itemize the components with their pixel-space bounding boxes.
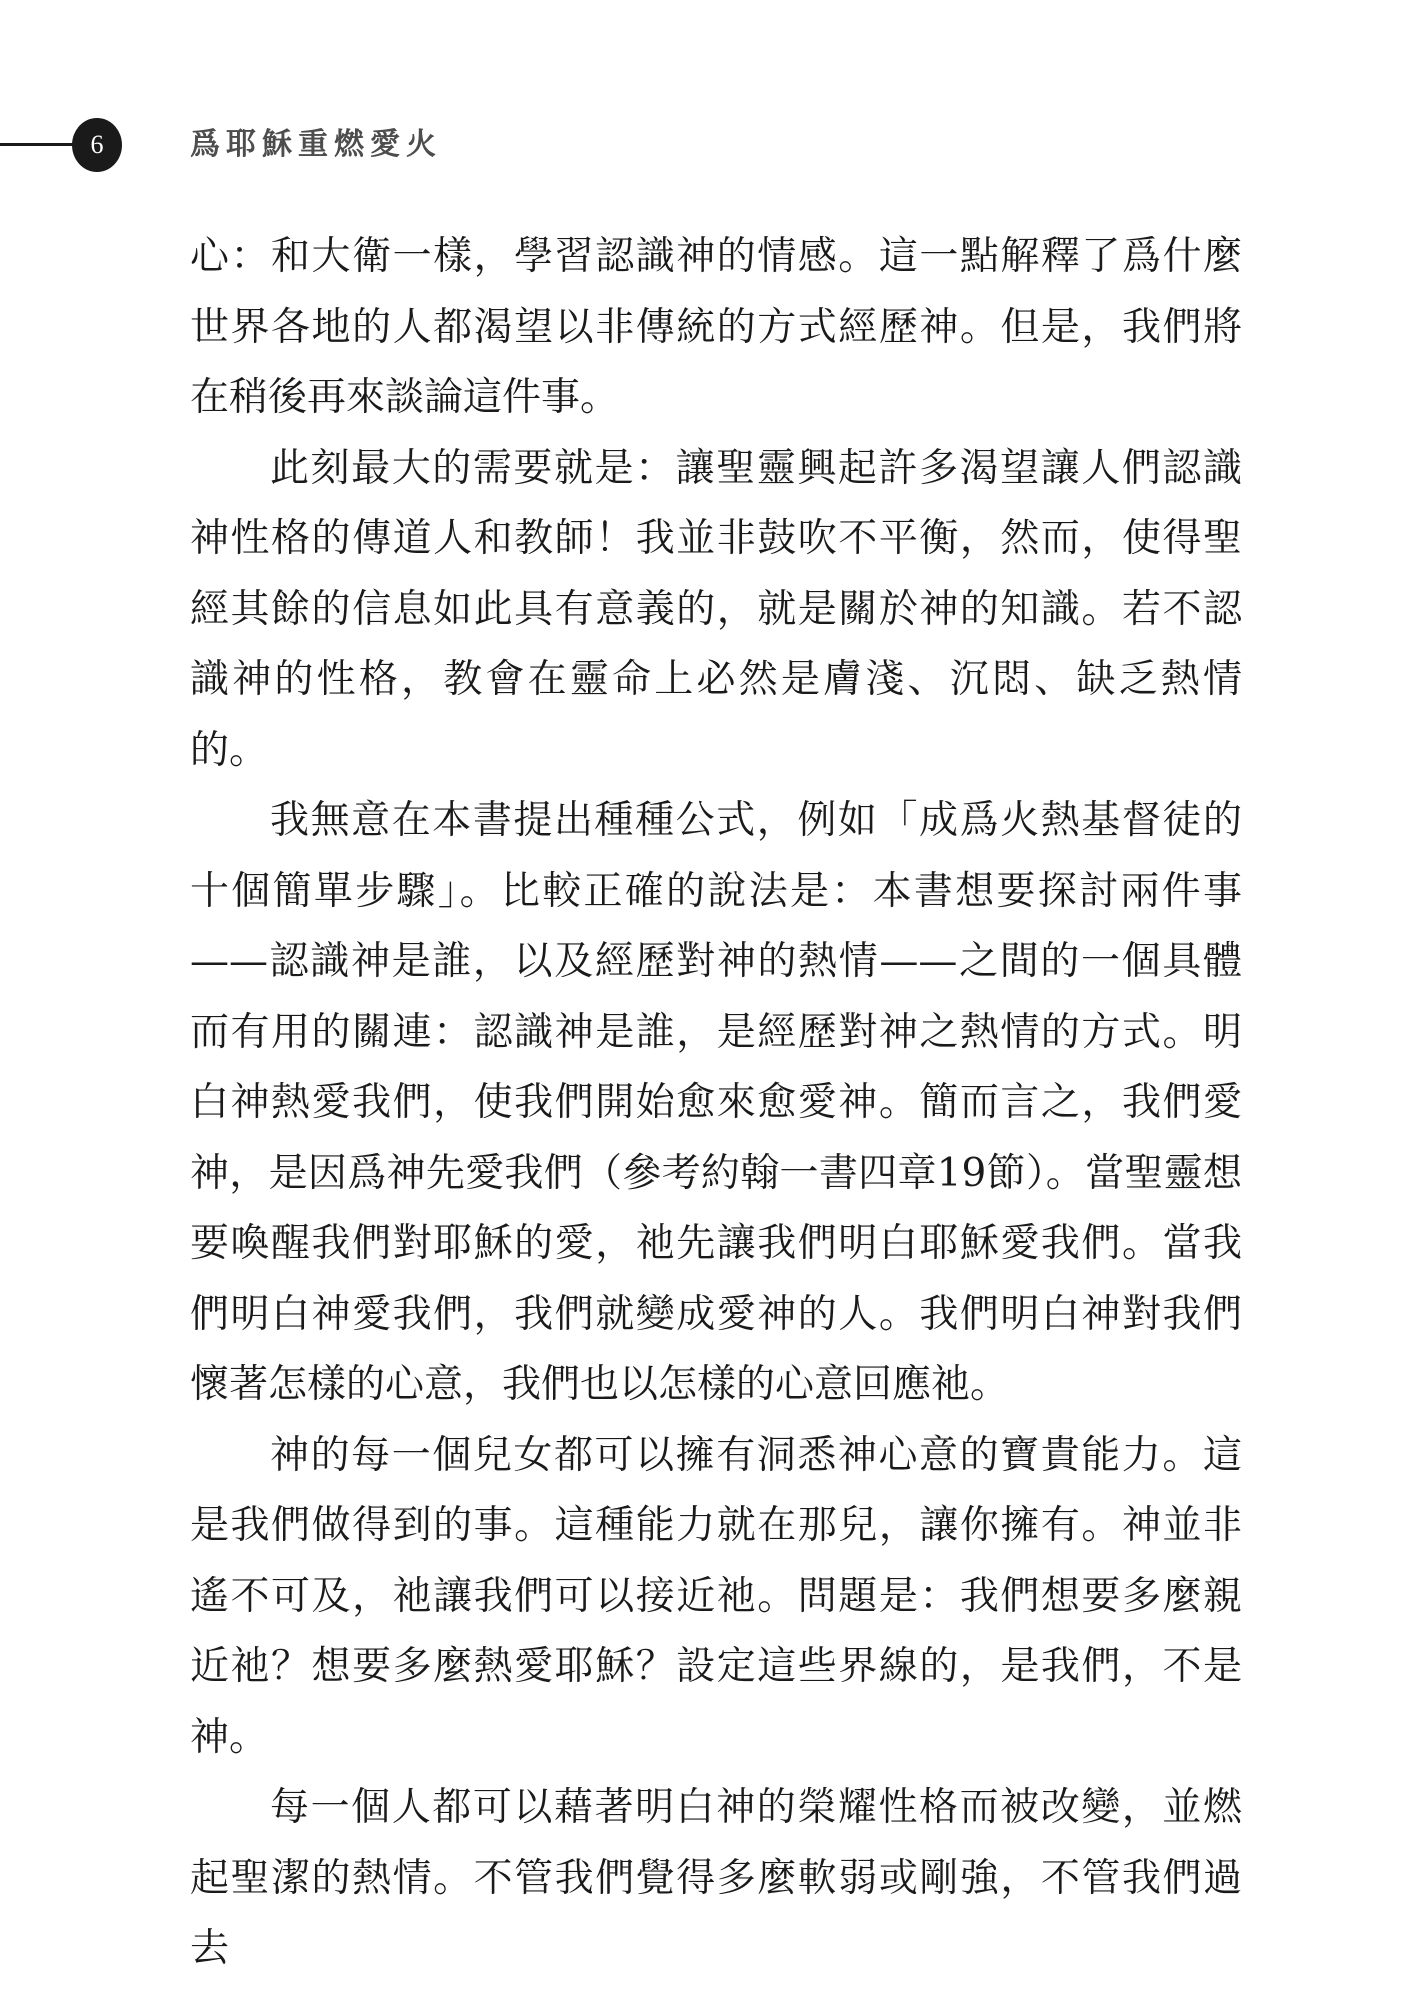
- paragraph: 每一個人都可以藉著明白神的榮耀性格而被改變，並燃起聖潔的熱情。不管我們覺得多麼軟弱或剛強，不管我們過去: [190, 1785, 1242, 1971]
- paragraph: 神的每一個兒女都可以擁有洞悉神心意的寶貴能力。這是我們做得到的事。這種能力就在那兒，讓你擁有。神並非遙不可及，祂讓我們可以接近祂。問題是：我們想要多麼親近祂？想要多麼熱愛耶穌？設定這些界線的，是我們，不是神。: [190, 1432, 1242, 1760]
- paragraph: 此刻最大的需要就是：讓聖靈興起許多渴望讓人們認識神性格的傳道人和教師！我並非鼓吹不平衡，然而，使得聖經其餘的信息如此具有意義的，就是關於神的知識。若不認識神的性格，教會在靈命上必然是膚淺、沉悶、缺乏熱情的。: [190, 445, 1242, 773]
- header-rule: [0, 143, 80, 146]
- page-number-badge: 6: [72, 118, 122, 172]
- paragraph: 我無意在本書提出種種公式，例如「成爲火熱基督徒的十個簡單步驟」。比較正確的說法是：本書想要探討兩件事——認識神是誰，以及經歷對神的熱情——之間的一個具體而有用的關連：認識神是誰，是經歷對神之熱情的方式。明白神熱愛我們，使我們開始愈來愈愛神。簡而言之，我們愛神，是因爲神先愛我們（參考約翰一書四章19節）。當聖靈想要喚醒我們對耶穌的愛，祂先讓我們明白耶穌愛我們。當我們明白神愛我們，我們就變成愛神的人。我們明白神對我們懷著怎樣的心意，我們也以怎樣的心意回應祂。: [190, 798, 1242, 1407]
- running-title: 爲耶穌重燃愛火: [190, 127, 442, 162]
- paragraph: 心：和大衛一樣，學習認識神的情感。這一點解釋了爲什麼世界各地的人都渴望以非傳統的方式經歷神。但是，我們將在稍後再來談論這件事。: [190, 234, 1242, 420]
- body-text: [190, 222, 1242, 1985]
